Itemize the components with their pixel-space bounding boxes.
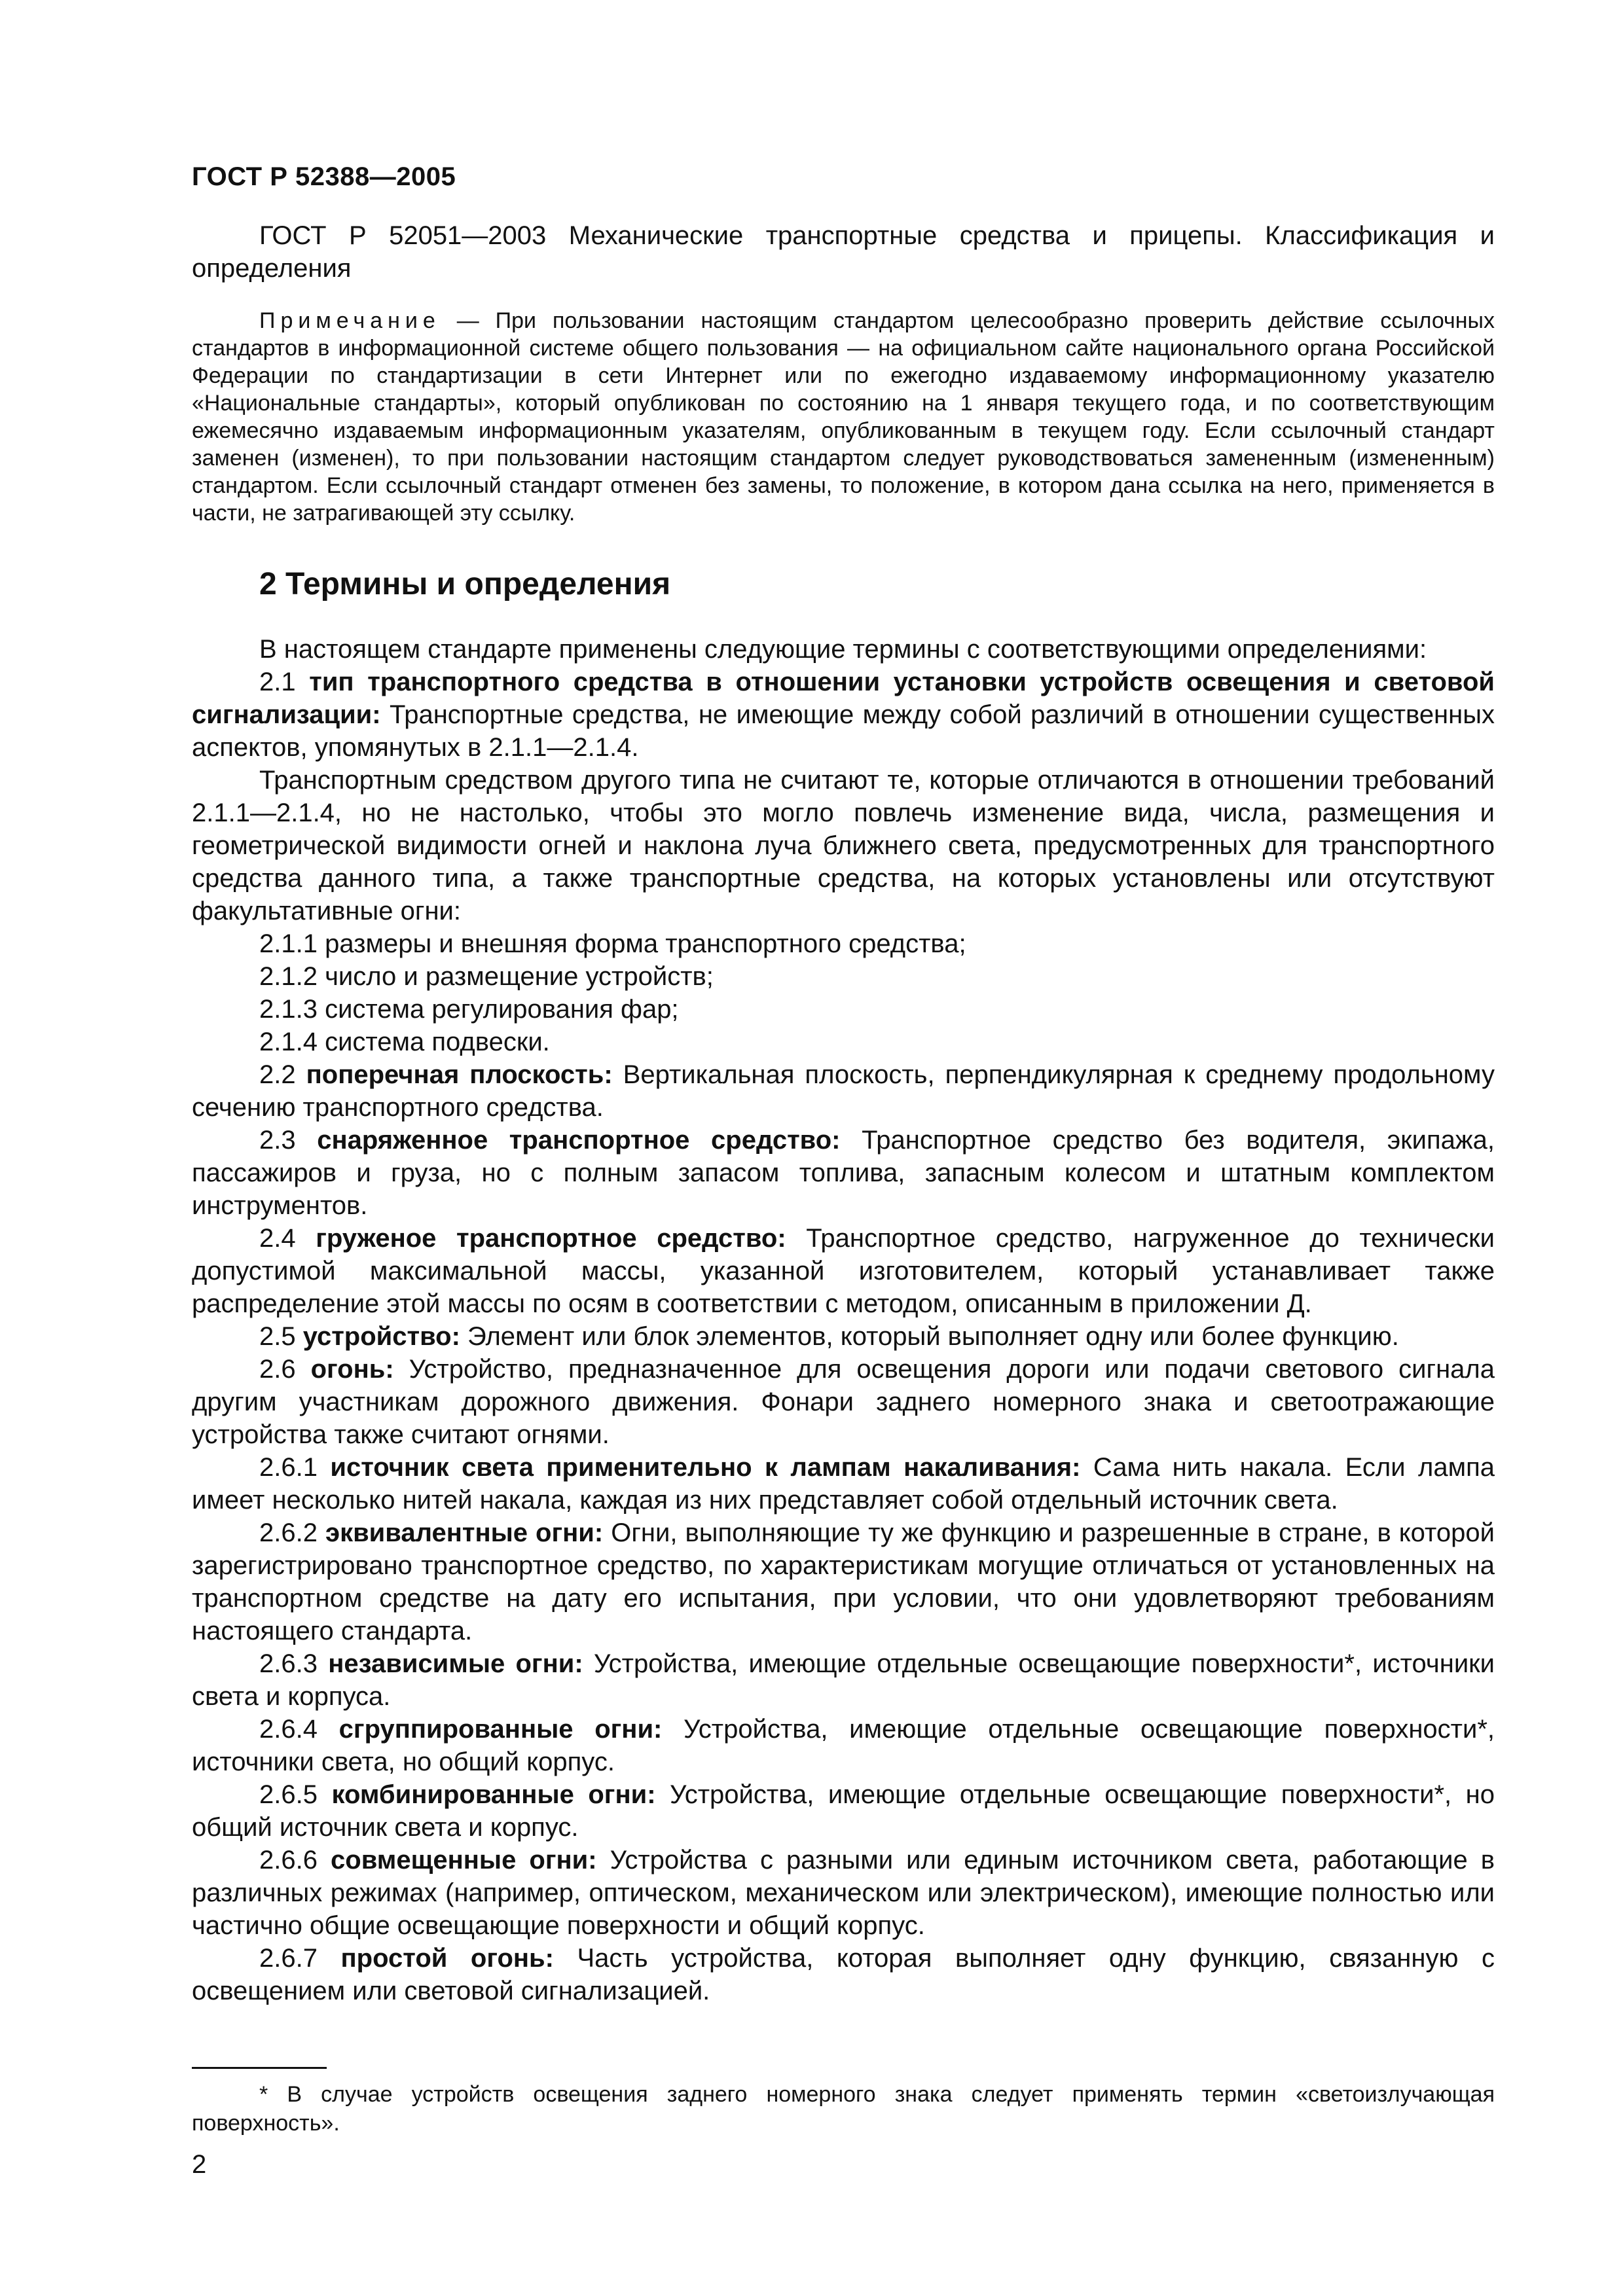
term-entry-2-6-3	[192, 1647, 1495, 1713]
term-number: 2.6.5	[259, 1780, 332, 1809]
term-name: тип транспортного средства в отношении установки устройств освещения и световой сигнализации:	[192, 668, 1495, 729]
term-name: совмещенные огни:	[331, 1846, 597, 1874]
term-number: 2.4	[259, 1224, 316, 1253]
term-number: 2.6.2	[259, 1518, 325, 1547]
document-body	[192, 219, 1495, 2007]
term-name: простой огонь:	[340, 1944, 554, 1973]
term-definition: Транспортное средство без водителя, экипажа, пассажиров и груза, но с полным запасом топлива, запасным колесом и штатным комплектом инструментов.	[192, 1126, 1495, 1220]
list-item-2-1-3: 2.1.3 система регулирования фар;	[259, 995, 679, 1024]
term-definition: Часть устройства, которая выполняет одну функцию, связанную с освещением или световой сигнализацией.	[192, 1944, 1495, 2005]
term-number: 2.1	[259, 668, 310, 696]
term-number: 2.2	[259, 1060, 306, 1089]
note-text: — При пользовании настоящим стандартом целесообразно проверить действие ссылочных стандартов в информационной системе общего пользования — на официальном сайте национального органа Российской Федерации по стандартизации в сети Интернет или по ежегодно издаваемому информационному указателю «Национальные стандарты», который опубликован по состоянию на 1 января текущего года, и по соответствующим ежемесячно издаваемым информационным указателям, опубликованным в текущем году. Если ссылочный стандарт заменен (изменен), то при пользовании настоящим стандартом следует руководствоваться замененным (измененным) стандартом. Если ссылочный стандарт отменен без замены, то положение, в котором дана ссылка на него, применяется в части, не затрагивающей эту ссылку.	[192, 308, 1495, 526]
list-item-2-1-4: 2.1.4 система подвески.	[259, 1028, 550, 1056]
term-entry-2-6	[192, 1353, 1495, 1451]
term-definition: Вертикальная плоскость, перпендикулярная к среднему продольному сечению транспортного средства.	[192, 1060, 1495, 1122]
section-title: 2 Термины и определения	[259, 567, 671, 601]
term-entry-2-1	[192, 666, 1495, 764]
footnote-divider	[192, 2067, 327, 2069]
term-definition: Устройства с разными или единым источником света, работающие в различных режимах (например, оптическом, механическом или электрическом), имеющие полностью или частично общие освещающие поверхности и общий корпус.	[192, 1846, 1495, 1940]
term-entry-2-3	[192, 1124, 1495, 1222]
document-header: ГОСТ Р 52388—2005	[192, 162, 456, 191]
term-name: эквивалентные огни:	[325, 1518, 604, 1547]
term-number: 2.5	[259, 1322, 303, 1351]
term-name: снаряженное транспортное средство:	[317, 1126, 841, 1155]
term-entry-2-4	[192, 1222, 1495, 1320]
term-definition: Огни, выполняющие ту же функцию и разрешенные в стране, в которой зарегистрировано транспортное средство, по характеристикам могущие отличаться от установленных на транспортном средстве на дату его испытания, при условии, что они удовлетворяют требованиям настоящего стандарта.	[192, 1518, 1495, 1645]
term-entry-2-6-7	[192, 1942, 1495, 2007]
term-definition: Устройства, имеющие отдельные освещающие поверхности*, но общий источник света и корпус.	[192, 1780, 1495, 1842]
term-definition: Сама нить накала. Если лампа имеет несколько нитей накала, каждая из них представляет собой отдельный источник света.	[192, 1453, 1495, 1515]
page-number: 2	[192, 2150, 207, 2179]
term-definition: Транспортное средство, нагруженное до технически допустимой максимальной массы, указанной изготовителем, который устанавливает также распределение этой массы по осям в соответствии с методом, описанным в приложении Д.	[192, 1224, 1495, 1318]
term-number: 2.6.3	[259, 1649, 329, 1678]
term-name: комбинированные огни:	[331, 1780, 656, 1809]
term-entry-2-6-2	[192, 1516, 1495, 1647]
term-entry-2-2	[192, 1058, 1495, 1124]
term-number: 2.6.6	[259, 1846, 331, 1874]
term-entry-2-6-1	[192, 1451, 1495, 1516]
term-number: 2.3	[259, 1126, 318, 1155]
term-number: 2.6	[259, 1355, 311, 1384]
term-entry-2-6-6	[192, 1844, 1495, 1942]
term-name: независимые огни:	[328, 1649, 583, 1678]
term-entry-2-6-5	[192, 1778, 1495, 1844]
term-definition: Устройство, предназначенное для освещения дороги или подачи светового сигнала другим участникам дорожного движения. Фонари заднего номерного знака и светоотражающие устройства также считают огнями.	[192, 1355, 1495, 1449]
term-definition: Транспортные средства, не имеющие между собой различий в отношении существенных аспектов, упомянутых в 2.1.1—2.1.4.	[192, 700, 1495, 762]
term-name: источник света применительно к лампам накаливания:	[330, 1453, 1081, 1482]
term-number: 2.6.7	[259, 1944, 341, 1973]
term-number: 2.6.1	[259, 1453, 331, 1482]
list-item-2-1-1: 2.1.1 размеры и внешняя форма транспортного средства;	[259, 929, 966, 958]
term-entry-2-5	[192, 1320, 1495, 1353]
term-definition: Элемент или блок элементов, который выполняет одну или более функцию.	[460, 1322, 1399, 1351]
term-paragraph-2-1: Транспортным средством другого типа не считают те, которые отличаются в отношении требований 2.1.1—2.1.4, но не настолько, чтобы это могло повлечь изменение вида, числа, размещения и геометрической видимости огней и наклона луча ближнего света, предусмотренных для транспортного средства данного типа, а также транспортные средства, на которых установлены или отсутствуют факультативные огни:	[192, 766, 1495, 925]
term-name: груженое транспортное средство:	[316, 1224, 786, 1253]
term-name: поперечная плоскость:	[306, 1060, 613, 1089]
term-name: огонь:	[310, 1355, 394, 1384]
term-definition: Устройства, имеющие отдельные освещающие поверхности*, источники света, но общий корпус.	[192, 1715, 1495, 1776]
note-paragraph	[192, 307, 1495, 527]
term-name: сгруппированные огни:	[338, 1715, 663, 1744]
term-name: устройство:	[302, 1322, 460, 1351]
term-entry-2-6-4	[192, 1713, 1495, 1778]
note-label: Примечание	[259, 308, 441, 333]
term-number: 2.6.4	[259, 1715, 339, 1744]
term-definition: Устройства, имеющие отдельные освещающие поверхности*, источники света и корпуса.	[192, 1649, 1495, 1711]
reference-entry: ГОСТ Р 52051—2003 Механические транспортные средства и прицепы. Классификация и определения	[192, 221, 1495, 283]
footnote: * В случае устройств освещения заднего номерного знака следует применять термин «светоизлучающая поверхность».	[192, 2082, 1495, 2136]
list-item-2-1-2: 2.1.2 число и размещение устройств;	[259, 962, 714, 991]
section-intro: В настоящем стандарте применены следующие термины с соответствующими определениями:	[259, 635, 1427, 664]
